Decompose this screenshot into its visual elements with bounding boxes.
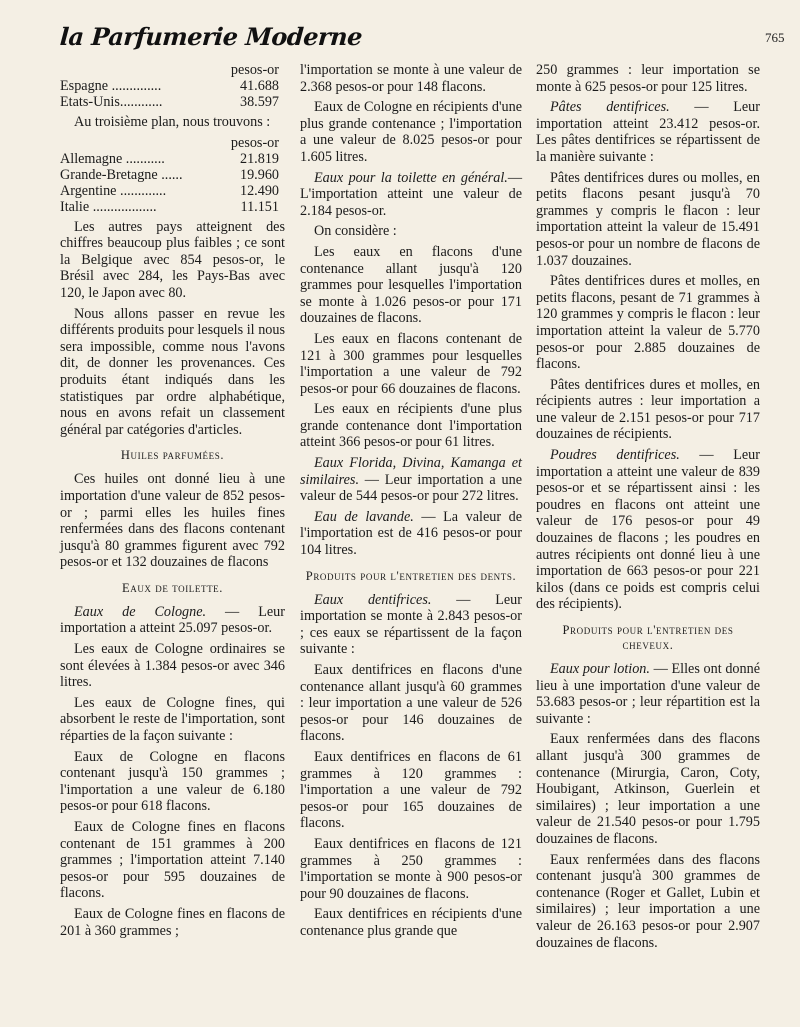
text-column-1 bbox=[60, 62, 285, 943]
paragraph: Au troisième plan, nous trouvons : bbox=[74, 114, 271, 130]
import-value: 41.688 bbox=[239, 78, 279, 94]
table-row bbox=[60, 151, 285, 167]
paragraph: Eaux dentifrices en flacons de 61 grammes à 120 grammes : l'importation a une valeur de 792 pesos-or pour 165 douzaines de flacons. bbox=[300, 748, 522, 832]
section-heading-cheveux: Produits pour l'entretien des cheveux. bbox=[562, 623, 734, 652]
country-name: Grande-Bretagne ...... bbox=[60, 166, 183, 183]
paragraph: Les autres pays atteignent des chiffres beaucoup plus faibles ; ce sont la Belgique avec 854 pesos-or, le Brésil avec 284, les Pays-Bas avec 120, le Japon avec 80. bbox=[60, 218, 285, 301]
paragraph-text: — Elles ont donné lieu à une importation d'une valeur de 53.683 pesos-or ; leur répartition est la suivante : bbox=[536, 661, 760, 727]
import-value: 38.597 bbox=[239, 94, 279, 110]
run-in-heading: Eaux Florida, Divina, Kamanga et similaires. bbox=[300, 455, 522, 488]
paragraph: 250 grammes : leur importation se monte à 625 pesos-or pour 125 litres. bbox=[536, 62, 760, 95]
text-column-3 bbox=[536, 62, 760, 955]
magazine-masthead: la Parfumerie Moderne bbox=[58, 22, 363, 51]
paragraph-text: — Leur importation a atteint 25.097 pesos-or. bbox=[60, 603, 285, 637]
paragraph: Nous allons passer en revue les différents produits pour lesquels il nous sera impossible, comme nous l'avons dit, de donner les provenances. Ces produits étant indiqués dans les statistiques par ordre alphabétique, nous en avons refait un classement général par catégories d'articles. bbox=[60, 305, 285, 438]
country-name: Espagne .............. bbox=[60, 78, 162, 94]
import-table-third-plane bbox=[60, 135, 285, 215]
run-in-heading: Eau de lavande. bbox=[314, 508, 414, 525]
paragraph: Eaux de Cologne fines en flacons de 201 à 360 grammes ; bbox=[60, 905, 285, 939]
paragraph: Eaux de Cologne fines en flacons contenant de 151 grammes à 200 grammes ; l'importation atteint 7.140 pesos-or pour 595 douzaines de flacons. bbox=[60, 819, 285, 902]
text-column-2 bbox=[300, 62, 522, 944]
paragraph: On considère : bbox=[314, 223, 397, 240]
section-heading-huiles: Huiles parfumées. bbox=[120, 448, 225, 463]
run-in-heading: Poudres dentifrices. bbox=[550, 447, 680, 464]
table-row bbox=[60, 199, 285, 215]
paragraph bbox=[300, 592, 522, 658]
table-row bbox=[60, 94, 285, 110]
paragraph-text: — Leur importation a une valeur de 544 pesos-or pour 272 litres. bbox=[300, 471, 522, 505]
import-value: 11.151 bbox=[240, 198, 279, 215]
import-value: 12.490 bbox=[239, 182, 279, 199]
run-in-heading: Eaux dentifrices. bbox=[314, 591, 432, 608]
paragraph: Eaux renfermées dans des flacons contenant jusqu'à 300 grammes de contenance (Roger et Gallet, Lubin et similaires) ; leur importation a une valeur de 26.163 pesos-or pour 2.907 douzaines de flacons. bbox=[536, 851, 760, 951]
table-row bbox=[60, 167, 285, 183]
paragraph bbox=[300, 170, 522, 220]
paragraph bbox=[60, 604, 285, 637]
paragraph: Les eaux en récipients d'une plus grande contenance dont l'importation atteint 366 pesos-or pour 61 litres. bbox=[300, 401, 522, 451]
paragraph bbox=[536, 447, 760, 613]
unit-label: pesos-or bbox=[230, 62, 279, 78]
paragraph-text: — Leur importation se monte à 2.843 pesos-or ; ces eaux se répartissent de la façon suivante : bbox=[300, 591, 522, 658]
paragraph-text: — Leur importation atteint 23.412 pesos-or. Les pâtes dentifrices se répartissent de la manière suivante : bbox=[536, 99, 760, 165]
paragraph: Pâtes dentifrices dures et molles, en récipients autres : leur importation a une valeur de 2.151 pesos-or pour 717 douzaines de récipients. bbox=[536, 376, 760, 443]
paragraph: Ces huiles ont donné lieu à une importation d'une valeur de 852 pesos-or ; parmi elles les huiles fines renfermées dans des flacons contenant jusqu'à 80 grammes figurent avec 792 pesos-or et 132 douzaines de flacons bbox=[60, 471, 285, 571]
run-in-heading: Eaux de Cologne. bbox=[74, 603, 207, 620]
paragraph: Eaux de Cologne en flacons contenant jusqu'à 150 grammes ; l'importation a une valeur de 6.180 pesos-or pour 618 flacons. bbox=[60, 748, 285, 815]
paragraph: Les eaux en flacons d'une contenance allant jusqu'à 120 grammes pour lesquelles l'importation se monte à 1.026 pesos-or pour 171 douzaines de flacons. bbox=[300, 243, 522, 327]
country-name: Allemagne ........... bbox=[60, 150, 165, 167]
paragraph-text: — L'importation atteint une valeur de 2.184 pesos-or. bbox=[300, 169, 522, 219]
paragraph: Les eaux de Cologne fines, qui absorbent le reste de l'importation, sont réparties de la façon suivante : bbox=[60, 694, 285, 745]
paragraph: Eaux dentifrices en récipients d'une contenance plus grande que bbox=[300, 906, 522, 939]
page-number: 765 bbox=[765, 30, 785, 45]
import-table-top-countries bbox=[60, 62, 285, 110]
paragraph: Les eaux de Cologne ordinaires se sont élevées à 1.384 pesos-or avec 346 litres. bbox=[60, 641, 285, 691]
section-heading-dents: Produits pour l'entretien des dents. bbox=[305, 568, 517, 583]
paragraph: Pâtes dentifrices dures ou molles, en petits flacons pesant jusqu'à 70 grammes y compris le flacon : leur importation atteint la valeur de 15.491 pesos-or pour un nombre de flacons de 1.037 douzaines. bbox=[536, 169, 760, 269]
paragraph: Les eaux en flacons contenant de 121 à 300 grammes pour lesquelles l'importation a une valeur de 792 pesos-or pour 66 douzaines de flacons. bbox=[300, 330, 522, 397]
table-row bbox=[60, 183, 285, 199]
paragraph: Eaux renfermées dans des flacons allant jusqu'à 300 grammes de contenance (Mirurgia, Caron, Coty, Houbigant, Atkinson, Guerlein et similaires) ; leur importation a une valeur de 21.540 pesos-or pour 1.795 douzaines de flacons. bbox=[536, 731, 760, 847]
paragraph bbox=[536, 99, 760, 165]
paragraph: Eaux dentifrices en flacons de 121 grammes à 250 grammes : l'importation se monte à 900 pesos-or pour 90 douzaines de flacons. bbox=[300, 835, 522, 902]
run-in-heading: Eaux pour la toilette en général. bbox=[314, 169, 508, 186]
import-value: 19.960 bbox=[239, 166, 279, 183]
paragraph bbox=[300, 509, 522, 559]
table-row bbox=[60, 78, 285, 94]
country-name: Italie .................. bbox=[60, 198, 157, 215]
import-value: 21.819 bbox=[239, 150, 279, 167]
section-heading-eaux-toilette: Eaux de toilette. bbox=[121, 580, 224, 595]
country-name: Argentine ............. bbox=[60, 182, 167, 199]
paragraph: Pâtes dentifrices dures et molles, en petits flacons, pesant de 71 grammes à 120 grammes y compris le flacon : leur importation atteint la valeur de 5.770 pesos-or pour 2.885 douzaines de flacons. bbox=[536, 273, 760, 373]
paragraph-text: — Leur importation a atteint une valeur de 839 pesos-or et se répartissent ainsi : les poudres en flacons ont atteint une valeur de 176 pesos-or pour 49 douzaines de flacons ; les poudres en autres récipients ont donné lieu à une importation de 663 pesos-or pour 221 kilos (dans ce poids est compris celui des récipients). bbox=[536, 447, 760, 613]
paragraph bbox=[300, 455, 522, 505]
country-name: Etats-Unis............ bbox=[60, 94, 163, 110]
paragraph-text: — La valeur de l'importation est de 416 pesos-or pour 104 litres. bbox=[300, 508, 523, 559]
paragraph: l'importation se monte à une valeur de 2.368 pesos-or pour 148 flacons. bbox=[300, 62, 522, 95]
run-in-heading: Eaux pour lotion. bbox=[550, 661, 650, 677]
unit-label: pesos-or bbox=[230, 134, 279, 151]
paragraph: Eaux de Cologne en récipients d'une plus grande contenance ; l'importation a une valeur de 8.025 pesos-or pour 1.605 litres. bbox=[300, 99, 522, 165]
paragraph: Eaux dentifrices en flacons d'une contenance allant jusqu'à 60 grammes : leur importation a une valeur de 526 pesos-or pour 146 douzaines de flacons. bbox=[300, 662, 522, 745]
run-in-heading: Pâtes dentifrices. bbox=[550, 99, 670, 116]
paragraph bbox=[536, 661, 760, 727]
